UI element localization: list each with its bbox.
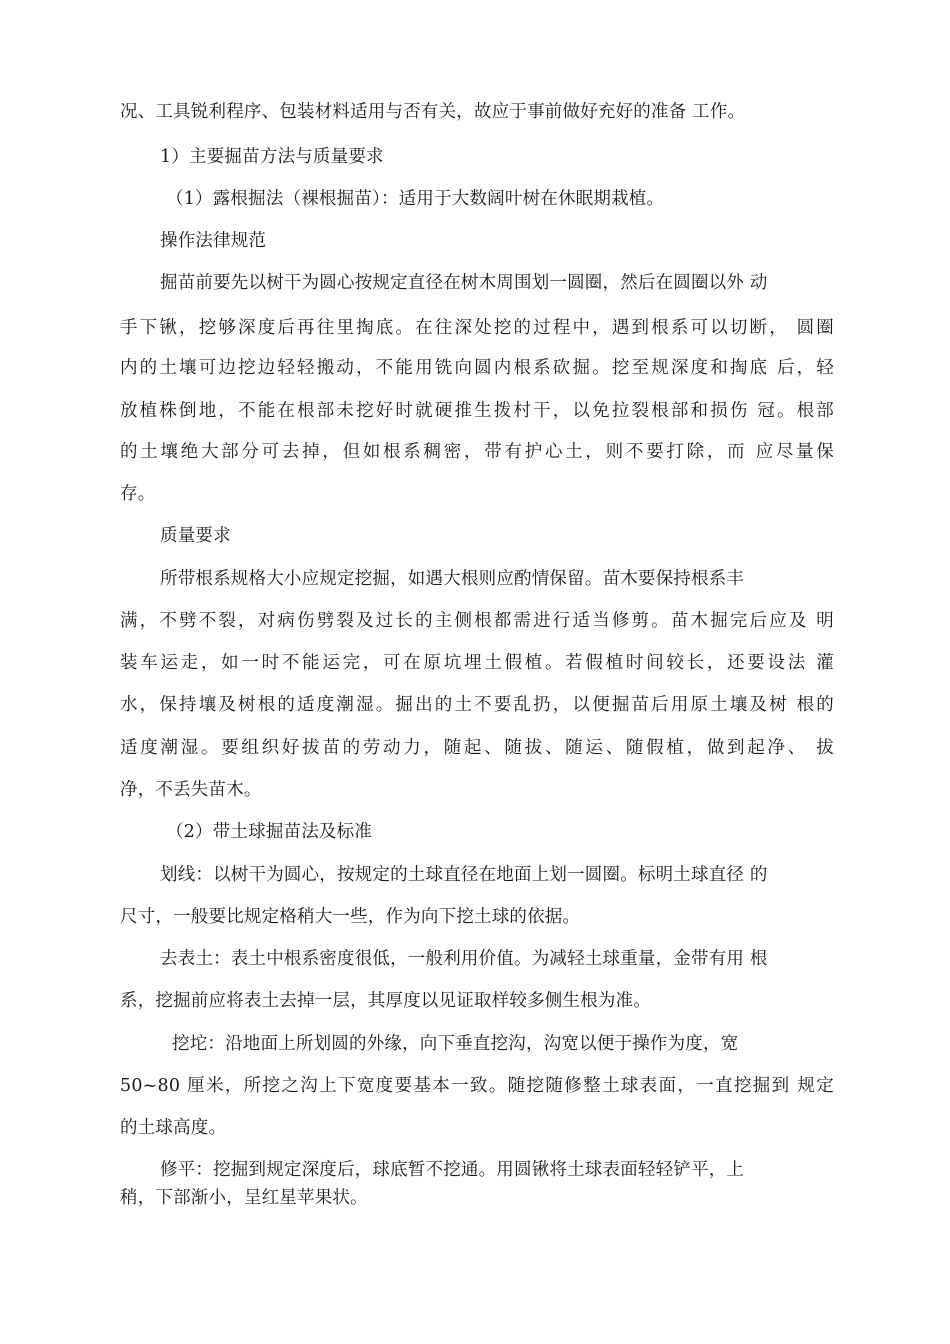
- paragraph-line: 内的土壤可边挖边轻轻搬动，不能用铣向圆内根系砍掘。挖至规深度和掏底 后，轻: [120, 358, 834, 378]
- paragraph-line: 修平：挖掘到规定深度后，球底暂不挖通。用圆锹将土球表面轻轻铲平，上: [160, 1160, 745, 1180]
- paragraph-line: 满，不劈不裂，对病伤劈裂及过长的主侧根都需进行适当修剪。苗木掘完后应及 明: [120, 611, 834, 631]
- paragraph-line: 所带根系规格大小应规定挖掘，如遇大根则应酌情保留。苗木要保持根系丰: [160, 569, 745, 589]
- paragraph-line: 尺寸，一般要比规定格稍大一些，作为向下挖土球的依据。: [120, 907, 581, 927]
- paragraph-line: 净，不丢失苗木。: [120, 780, 262, 800]
- paragraph-line: 去表土：表土中根系密度很低，一般利用价值。为减轻土球重量，金带有用 根: [160, 949, 768, 969]
- subsection-heading: （2）带土球掘苗法及标准: [166, 822, 373, 842]
- paragraph-line: 挖坨：沿地面上所划圆的外缘，向下垂直挖沟，沟宽以便于操作为度，宽: [172, 1034, 739, 1054]
- paragraph-line: 稍，下部渐小，呈红星苹果状。: [120, 1188, 368, 1208]
- paragraph-line: 放植株倒地，不能在根部未挖好时就硬推生拨村干，以免拉裂根部和损伤 冠。根部: [120, 401, 834, 421]
- paragraph-line: 系，挖掘前应将表土去掉一层，其厚度以见证取样较多侧生根为准。: [120, 991, 651, 1011]
- paragraph-line: 手下锹，挖够深度后再往里掏底。在往深处挖的过程中，遇到根系可以切断， 圆圈: [120, 318, 834, 338]
- paragraph-heading: 质量要求: [160, 526, 231, 546]
- paragraph-line: 水，保持壤及树根的适度潮湿。掘出的土不要乱扔，以便掘苗后用原土壤及树 根的: [120, 695, 834, 715]
- paragraph-line: 掘苗前要先以树干为圆心按规定直径在树木周围划一圆圈，然后在圆圈以外 动: [160, 273, 768, 293]
- paragraph-line: 的土球高度。: [120, 1118, 227, 1138]
- paragraph-line: 存。: [120, 484, 156, 504]
- paragraph-line: 适度潮湿。要组织好拔苗的劳动力，随起、随拔、随运、随假植，做到起净、 拔: [120, 738, 834, 758]
- paragraph-line: 装车运走，如一时不能运完，可在原坑埋土假植。若假植时间较长，还要设法 灌: [120, 653, 834, 673]
- subsection-heading: （1）露根掘法（裸根掘苗）：适用于大数阔叶树在休眠期栽植。: [166, 189, 665, 209]
- paragraph-heading: 操作法律规范: [160, 231, 267, 251]
- paragraph-line: 的土壤绝大部分可去掉，但如根系稠密，带有护心土，则不要打除，而 应尽量保: [120, 442, 834, 462]
- section-heading: 1）主要掘苗方法与质量要求: [160, 147, 384, 167]
- paragraph-line: 50~80 厘米，所挖之沟上下宽度要基本一致。随挖随修整土球表面，一直挖掘到 规定: [120, 1076, 834, 1096]
- paragraph-line: 况、工具锐利程序、包装材料适用与否有关，故应于事前做好充好的准备 工作。: [120, 102, 746, 122]
- paragraph-line: 划线：以树干为圆心，按规定的土球直径在地面上划一圆圈。标明土球直径 的: [160, 865, 768, 885]
